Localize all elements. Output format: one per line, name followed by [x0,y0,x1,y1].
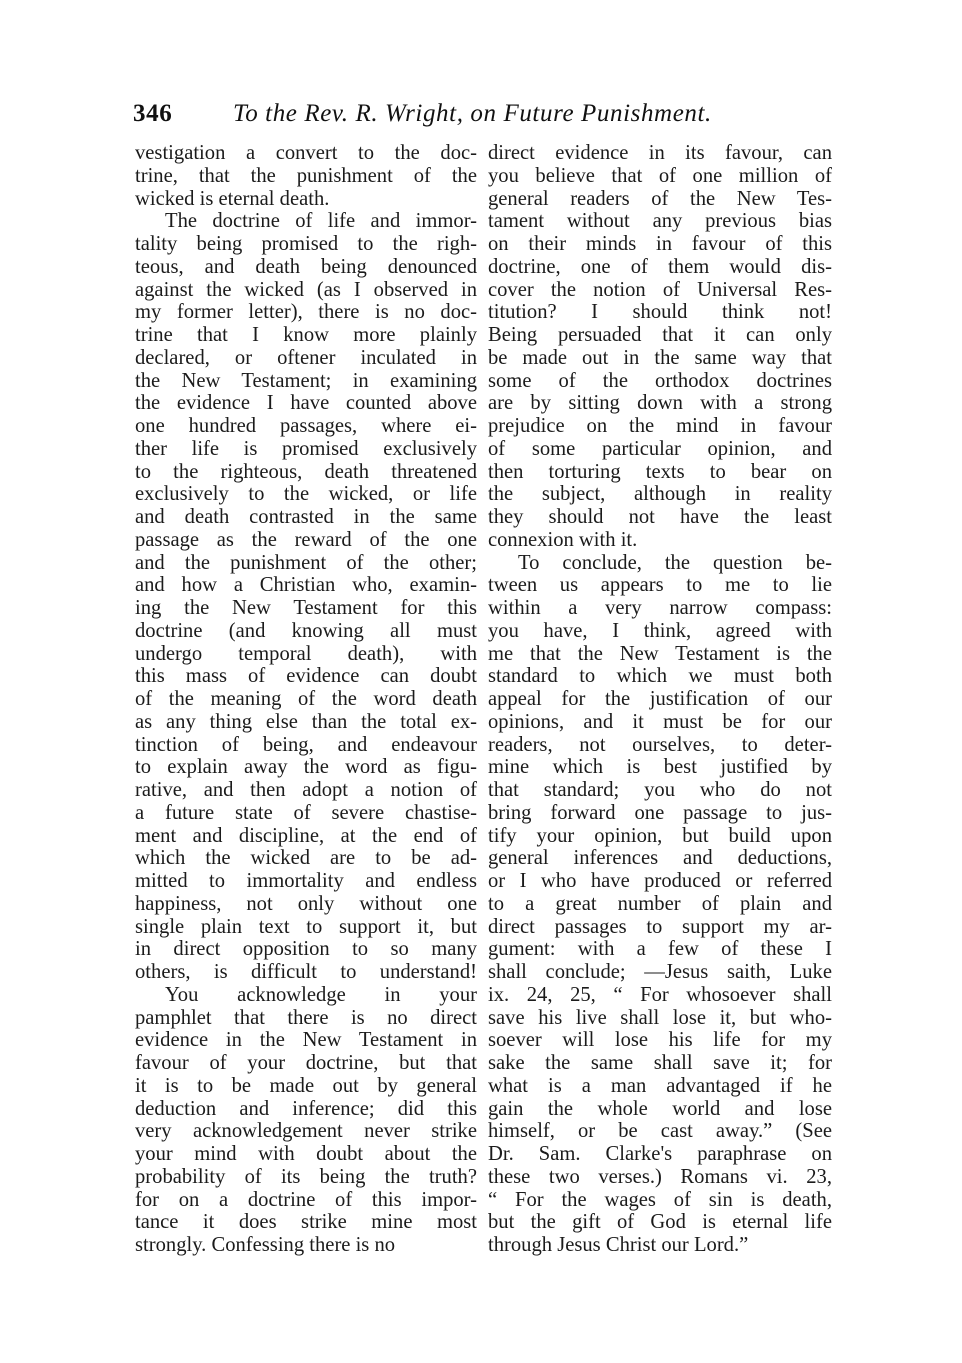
text-line: they should not have the least [488,506,832,528]
text-line: The doctrine of life and immor- [165,210,477,233]
text-line: ther life is promised exclusively [135,437,477,460]
page-number: 346 [133,100,173,127]
text-line: my former letter), there is no doc- [135,301,477,324]
text-line: trine that I know more plainly [135,324,477,346]
text-line: of some particular opinion, and [488,437,832,460]
text-line: mitted to immortality and endless [135,870,477,892]
text-line: Dr. Sam. Clarke's paraphrase on [488,1143,832,1165]
text-line: standard to which we must both [488,665,832,688]
text-line: bring forward one passage to jus- [488,801,832,824]
text-line: tween us appears to me to lie [488,574,832,597]
text-line: ment and discipline, at the end of [135,824,477,847]
text-line: to a great number of plain and [488,892,832,915]
running-header [133,100,833,140]
text-line: deduction and inference; did this [135,1097,477,1120]
text-line: you have, I think, agreed with [488,619,832,642]
text-line: To conclude, the question be- [518,551,832,574]
text-line: the New Testament; in examining [135,369,477,392]
text-line: one hundred passages, where ei- [135,415,477,437]
text-line: undergo temporal death), with [135,642,477,665]
text-line: the subject, although in reality [488,483,832,506]
text-line: exclusively to the wicked, or life [135,483,477,506]
text-line: in direct opposition to so many [135,938,477,961]
text-line: connexion with it. [488,528,638,551]
text-line: the evidence I have counted above [135,392,477,415]
text-line: are by sitting down with a strong [488,392,832,415]
text-line: pamphlet that there is no direct [135,1006,477,1029]
text-line: against the wicked (as I observed in [135,278,477,301]
text-line: wicked is eternal death. [135,187,330,210]
text-line: direct passages to support my ar- [488,915,832,938]
text-line: a future state of severe chastise- [135,801,477,824]
text-line: save his live shall lose it, but who- [488,1006,832,1029]
text-line: trine, that the punishment of the [135,164,477,187]
text-line: within a very narrow compass: [488,597,832,619]
text-line: tinction of being, and endeavour [135,733,477,756]
text-line: sake the same shall save it; for [488,1052,832,1074]
text-line: to explain away the word as figu- [135,756,477,779]
text-line: tament without any previous bias [488,210,832,233]
text-line: happiness, not only without one [135,892,477,915]
text-line: then torturing texts to bear on [488,460,832,483]
text-line: that standard; you who do not [488,779,832,801]
text-line: others, is difficult to understand! [135,961,477,983]
text-line: this mass of evidence can doubt [135,665,477,688]
text-line: and how a Christian who, examin- [135,574,477,597]
text-line: you believe that of one million of [488,164,832,187]
text-line: or I who have produced or referred [488,870,832,892]
text-line: soever will lose his life for my [488,1029,832,1052]
text-line: You acknowledge in your [165,983,477,1006]
text-line: which the wicked are to be ad- [135,847,477,870]
text-line: to the righteous, death threatened [135,460,477,483]
text-line: single plain text to support it, but [135,915,477,938]
text-line: on their minds in favour of this [488,233,832,255]
text-line: ix. 24, 25, “ For whosoever shall [488,983,832,1006]
text-line: doctrine (and knowing all must [135,619,477,642]
text-line: appeal for the justification of our [488,688,832,710]
text-line: shall conclude; —Jesus saith, Luke [488,961,832,983]
text-line: but the gift of God is eternal life [488,1211,832,1234]
text-line: your mind with doubt about the [135,1143,477,1165]
text-line: be made out in the same way that [488,346,832,369]
text-line: passage as the reward of the one [135,528,477,551]
text-line: and the punishment of the other; [135,551,477,574]
text-line: himself, or be cast away.” (See [488,1120,832,1143]
text-line: through Jesus Christ our Lord.” [488,1234,749,1256]
text-line: teous, and death being denounced [135,255,477,278]
text-line: of the meaning of the word death [135,688,477,710]
text-line: probability of its being the truth? [135,1165,477,1188]
text-line: “ For the wages of sin is death, [488,1188,832,1211]
text-line: mine which is best justified by [488,756,832,779]
text-line: favour of your doctrine, but that [135,1052,477,1074]
text-line: strongly. Confessing there is no [135,1234,396,1256]
text-line: gain the whole world and lose [488,1097,832,1120]
right-column [488,142,832,1257]
text-line: what is a man advantaged if he [488,1074,832,1097]
text-line: these two verses.) Romans vi. 23, [488,1165,832,1188]
text-line: gument: with a few of these I [488,938,832,961]
text-line: some of the orthodox doctrines [488,369,832,392]
text-line: as any thing else than the total ex- [135,710,477,733]
text-line: cover the notion of Universal Res- [488,278,832,301]
text-line: doctrine, one of them would dis- [488,255,832,278]
text-line: vestigation a convert to the doc- [135,142,477,164]
text-line: direct evidence in its favour, can [488,142,832,164]
text-line: prejudice on the mind in favour [488,415,832,437]
text-line: very acknowledgement never strike [135,1120,477,1143]
text-line: general inferences and deductions, [488,847,832,870]
text-line: it is to be made out by general [135,1074,477,1097]
text-line: tify your opinion, but build upon [488,824,832,847]
text-line: ing the New Testament for this [135,597,477,619]
text-line: Being persuaded that it can only [488,324,832,346]
text-line: tality being promised to the righ- [135,233,477,255]
running-title: To the Rev. R. Wright, on Future Punishment. [233,100,712,127]
text-line: for on a doctrine of this impor- [135,1188,477,1211]
text-line: tance it does strike mine most [135,1211,477,1234]
left-column [135,142,477,1257]
text-line: titution? I should think not! [488,301,832,324]
text-line: me that the New Testament is the [488,642,832,665]
text-line: evidence in the New Testament in [135,1029,477,1052]
text-line: declared, or oftener inculated in [135,346,477,369]
text-line: and death contrasted in the same [135,506,477,528]
text-line: opinions, and it must be for our [488,710,832,733]
text-line: general readers of the New Tes- [488,187,832,210]
text-line: readers, not ourselves, to deter- [488,733,832,756]
text-line: rative, and then adopt a notion of [135,779,477,801]
